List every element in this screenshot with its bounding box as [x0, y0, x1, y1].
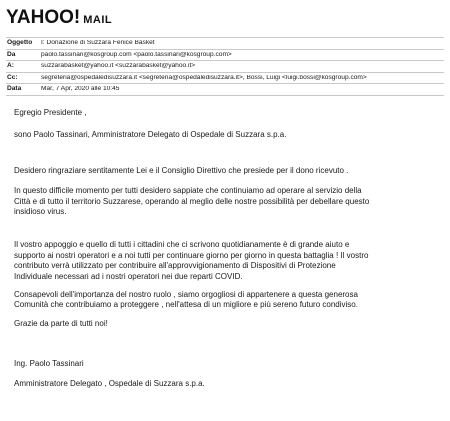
- to-value: suzzarabasket@yahoo.it <suzzarabasket@yahoo.it>: [41, 63, 196, 70]
- yahoo-mail-logo: [6, 8, 112, 27]
- signature-title: Amministratore Delegato , Ospedale di Suzzara s.p.a.: [14, 378, 205, 388]
- paragraph-line: Città e di tutto il territorio Suzzarese, operando al meglio delle nostre possibilità per debellare questo: [14, 196, 370, 206]
- paragraph-line: Il vostro appoggio e quello di tutti i cittadini che ci scrivono quotidianamente è di grande aiuto e: [14, 240, 350, 250]
- paragraph-line: contributo verrà utilizzato per contribuire all'approvvigionamento di Dispositivi di Protezione: [14, 261, 336, 271]
- header-label: Da: [7, 50, 16, 58]
- header-label: Data: [7, 85, 22, 93]
- logo-product: MAIL: [83, 14, 113, 26]
- email-header: [6, 37, 444, 96]
- greeting: Egregio Presidente ,: [14, 108, 87, 117]
- header-row-to: [6, 61, 444, 73]
- header-row-from: [6, 50, 444, 62]
- logo-brand: YAHOO!: [6, 7, 81, 28]
- paragraph-1: [14, 186, 442, 217]
- header-row-cc: [6, 73, 444, 85]
- paragraph-2: [14, 240, 442, 282]
- header-row-subject: [6, 37, 444, 50]
- header-row-date: [6, 84, 444, 96]
- paragraph-line: supporto ai nostri operatori e a noi tutti per continuare giorno per giorno in questa battaglia ! Il vostro: [14, 250, 369, 260]
- header-label: Cc:: [7, 73, 18, 81]
- paragraph-line: Individuale necessari ad i nostri operatori nei due reparti COVID.: [14, 271, 243, 281]
- paragraph-line: Consapevoli dell'importanza del nostro ruolo , siamo orgogliosi di appartenere a questa generosa: [14, 290, 358, 300]
- from-value: paolo.tassinari@kosgroup.com <paolo.tassinari@kosgroup.com>: [41, 51, 232, 58]
- paragraph-line: Comunità che contribuiamo a proteggere , nell'attesa di un migliore e più sereno futuro condiviso.: [14, 300, 358, 310]
- header-label: A:: [7, 62, 14, 70]
- subject-value: I: Donazione di Suzzara Fenice Basket: [41, 40, 155, 46]
- paragraph-line: insidioso virus.: [14, 207, 67, 217]
- intro: sono Paolo Tassinari, Amministratore Delegato di Ospedale di Suzzara s.p.a.: [14, 130, 287, 140]
- cc-value: segreteria@ospedaledisuzzara.it <segreteria@ospedaledisuzzara.it>, Bossi, Luigi <luigi.bossi@kosgroup.com>: [41, 74, 367, 81]
- email-body: [14, 108, 442, 389]
- closing: Grazie da parte di tutti noi!: [14, 318, 108, 328]
- thanks-line: Desidero ringraziare sentitamente Lei e il Consiglio Direttivo che presiede per il dono ricevuto .: [14, 165, 349, 175]
- date-value: Mar, 7 Apr, 2020 alle 10:45: [41, 86, 120, 93]
- header-label: Oggetto: [7, 39, 33, 46]
- paragraph-3: [14, 290, 442, 311]
- paragraph-line: In questo difficile momento per tutti desidero sappiate che continuiamo ad operare al servizio della: [14, 186, 362, 196]
- signature-name: Ing. Paolo Tassinari: [14, 359, 84, 369]
